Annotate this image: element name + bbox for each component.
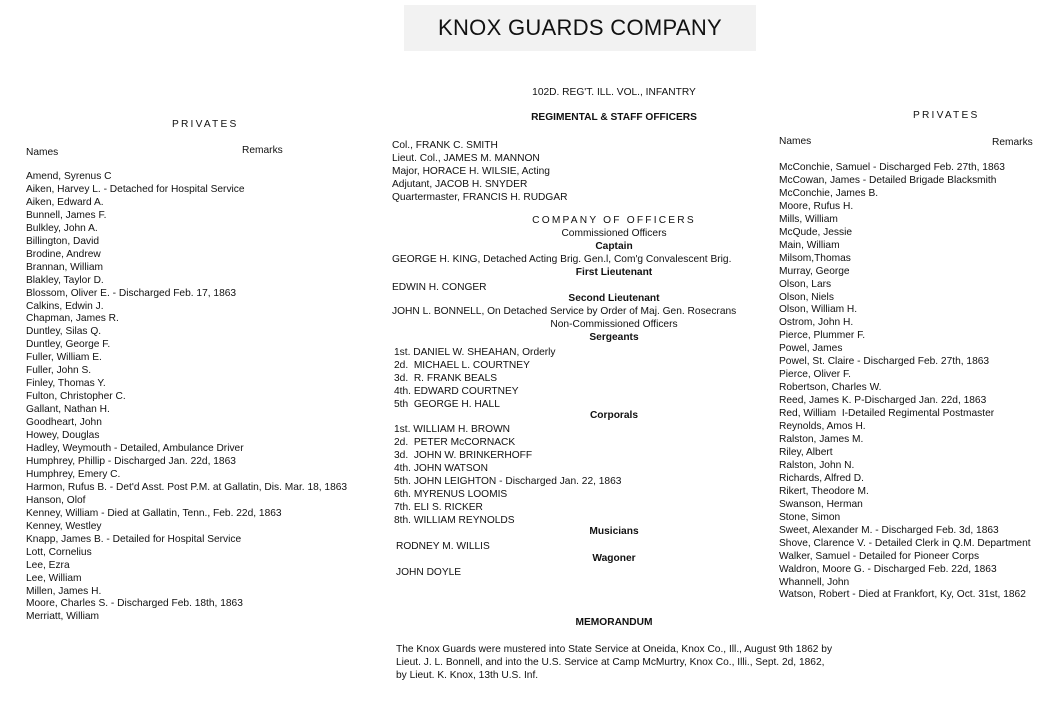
private-entry: McConchie, Samuel - Discharged Feb. 27th, 1863 (779, 162, 1005, 173)
private-entry: Chapman, James R. (26, 313, 119, 325)
private-entry: Powel, St. Claire - Discharged Feb. 27th, 1863 (779, 356, 990, 368)
private-entry: Powel, James (779, 343, 843, 355)
private-entry: McConchie, James B. (779, 187, 879, 199)
private-entry: Harmon, Rufus B. - Det'd Asst. Post P.M. at Gallatin, Dis. Mar. 18, 1863 (26, 481, 348, 493)
private-entry: Olson, Lars (779, 278, 832, 290)
right-privates-heading: PRIVATES (913, 110, 980, 121)
corporal-entry: 4th. JOHN WATSON (394, 462, 488, 474)
private-entry: Lott, Cornelius (26, 546, 92, 558)
private-entry: Brodine, Andrew (26, 248, 101, 260)
right-privates-list (779, 162, 1031, 602)
sergeant-entry: 4th. EDWARD COURTNEY (394, 385, 519, 397)
page-title: KNOX GUARDS COMPANY (404, 5, 756, 51)
private-entry: Brannan, William (26, 261, 103, 273)
sergeant-entry: 1st. DANIEL W. SHEAHAN, Orderly (394, 347, 556, 358)
private-entry: Reynolds, Amos H. (779, 421, 866, 433)
private-entry: Bunnell, James F. (26, 209, 107, 221)
commissioned-heading: Commissioned Officers (561, 228, 667, 239)
staff-entry: Lieut. Col., JAMES M. MANNON (392, 152, 540, 164)
private-entry: Stone, Simon (779, 511, 841, 523)
private-entry: Gallant, Nathan H. (26, 404, 110, 416)
private-entry: Knapp, James B. - Detailed for Hospital Service (26, 533, 242, 545)
left-names-header: Names (26, 147, 59, 158)
private-entry: Howey, Douglas (26, 430, 100, 442)
private-entry: Whannell, John (779, 576, 850, 588)
private-entry: Goodheart, John (26, 417, 102, 429)
corporal-entry: 2d. PETER McCORNACK (394, 436, 516, 448)
private-entry: Blossom, Oliver E. - Discharged Feb. 17, 1863 (26, 287, 237, 299)
staff-entry: Major, HORACE H. WILSIE, Acting (392, 165, 550, 177)
sergeant-entry: 5th GEORGE H. HALL (394, 398, 500, 410)
memorandum-heading: MEMORANDUM (575, 617, 653, 628)
private-entry: Merriatt, William (26, 611, 100, 623)
private-entry: Ostrom, John H. (779, 317, 854, 329)
left-remarks-header: Remarks (242, 145, 283, 156)
corporal-entry: 7th. ELI S. RICKER (394, 501, 483, 513)
captain-entry: GEORGE H. KING, Detached Acting Brig. Gen.l, Com'g Convalescent Brig. (392, 254, 732, 265)
private-entry: Aiken, Harvey L. - Detached for Hospital Service (26, 183, 245, 195)
private-entry: Rikert, Theodore M. (779, 485, 869, 497)
staff-list (392, 140, 567, 205)
private-entry: Kenney, William - Died at Gallatin, Tenn., Feb. 22d, 1863 (26, 507, 282, 519)
private-entry: Lee, Ezra (26, 559, 70, 571)
private-entry: Amend, Syrenus C (26, 171, 112, 182)
sergeants-list (394, 347, 556, 412)
private-entry: Waldron, Moore G. - Discharged Feb. 22d, 1863 (779, 563, 997, 575)
private-entry: Red, William I-Detailed Regimental Postmaster (779, 408, 995, 420)
private-entry: Humphrey, Emery C. (26, 468, 121, 480)
captain-heading: Captain (595, 241, 633, 252)
noncommissioned-heading: Non-Commissioned Officers (550, 319, 678, 330)
first-lieutenant-heading: First Lieutenant (575, 267, 653, 278)
private-entry: Kenney, Westley (26, 520, 102, 532)
private-entry: Humphrey, Phillip - Discharged Jan. 22d, 1863 (26, 455, 236, 467)
staff-heading: REGIMENTAL & STAFF OFFICERS (531, 112, 697, 123)
private-entry: Calkins, Edwin J. (26, 300, 104, 312)
private-entry: Moore, Rufus H. (779, 200, 854, 212)
private-entry: Ralston, James M. (779, 434, 864, 446)
first-lieutenant-entry: EDWIN H. CONGER (392, 282, 487, 293)
corporal-entry: 6th. MYRENUS LOOMIS (394, 488, 508, 500)
private-entry: Walker, Samuel - Detailed for Pioneer Corps (779, 550, 980, 562)
sergeants-heading: Sergeants (589, 332, 639, 343)
right-names-header: Names (779, 136, 812, 147)
private-entry: Hanson, Olof (26, 494, 86, 506)
staff-entry: Adjutant, JACOB H. SNYDER (392, 178, 528, 190)
private-entry: Duntley, George F. (26, 339, 111, 351)
private-entry: Mills, William (779, 213, 838, 225)
private-entry: Billington, David (26, 235, 100, 247)
private-entry: Pierce, Plummer F. (779, 330, 866, 342)
wagoner-heading: Wagoner (592, 553, 636, 564)
left-privates-heading: PRIVATES (172, 119, 239, 130)
private-entry: Watson, Robert - Died at Frankfort, Ky, Oct. 31st, 1862 (779, 589, 1026, 601)
private-entry: Fuller, William E. (26, 352, 102, 364)
private-entry: Finley, Thomas Y. (26, 378, 106, 390)
corporal-entry: 1st. WILLIAM H. BROWN (394, 424, 511, 435)
private-entry: Moore, Charles S. - Discharged Feb. 18th, 1863 (26, 598, 243, 610)
musicians-heading: Musicians (589, 526, 639, 537)
private-entry: Robertson, Charles W. (779, 382, 882, 394)
private-entry: Lee, William (26, 572, 82, 584)
staff-entry: Quartermaster, FRANCIS H. RUDGAR (392, 191, 568, 203)
private-entry: Shove, Clarence V. - Detailed Clerk in Q.M. Department (779, 537, 1031, 549)
private-entry: Duntley, Silas Q. (26, 326, 102, 338)
private-entry: McCowan, James - Detailed Brigade Blacksmith (779, 174, 997, 186)
corporal-entry: 8th. WILLIAM REYNOLDS (394, 514, 515, 526)
corporals-heading: Corporals (589, 410, 639, 421)
private-entry: McQude, Jessie (779, 226, 853, 238)
wagoner-entry: JOHN DOYLE (396, 567, 462, 578)
private-entry: Murray, George (779, 265, 850, 277)
private-entry: Swanson, Herman (779, 498, 863, 510)
private-entry: Olson, William H. (779, 304, 858, 316)
corporal-entry: 5th. JOHN LEIGHTON - Discharged Jan. 22, 1863 (394, 475, 622, 487)
sergeant-entry: 2d. MICHAEL L. COURTNEY (394, 359, 530, 371)
musician-entry: RODNEY M. WILLIS (396, 541, 490, 552)
private-entry: Blakley, Taylor D. (26, 274, 104, 286)
sergeant-entry: 3d. R. FRANK BEALS (394, 372, 498, 384)
company-heading: COMPANY OF OFFICERS (532, 215, 696, 226)
staff-entry: Col., FRANK C. SMITH (392, 140, 498, 151)
private-entry: Milsom,Thomas (779, 252, 851, 264)
private-entry: Pierce, Oliver F. (779, 369, 851, 381)
regiment-name: 102D. REG'T. ILL. VOL., INFANTRY (532, 87, 696, 98)
second-lieutenant-heading: Second Lieutenant (568, 293, 660, 304)
private-entry: Fulton, Christopher C. (26, 391, 126, 403)
private-entry: Bulkley, John A. (26, 222, 98, 234)
private-entry: Reed, James K. P-Discharged Jan. 22d, 1863 (779, 395, 987, 407)
private-entry: Ralston, John N. (779, 459, 855, 471)
left-privates-list (26, 171, 347, 624)
private-entry: Olson, Niels (779, 291, 834, 303)
second-lieutenant-entry: JOHN L. BONNELL, On Detached Service by Order of Maj. Gen. Rosecrans (392, 306, 737, 317)
right-remarks-header: Remarks (992, 137, 1033, 148)
private-entry: Fuller, John S. (26, 365, 92, 377)
private-entry: Riley, Albert (779, 446, 833, 458)
private-entry: Richards, Alfred D. (779, 472, 864, 484)
private-entry: Aiken, Edward A. (26, 196, 104, 208)
corporals-list (394, 424, 621, 528)
private-entry: Hadley, Weymouth - Detailed, Ambulance Driver (26, 443, 244, 455)
private-entry: Sweet, Alexander M. - Discharged Feb. 3d, 1863 (779, 524, 999, 536)
private-entry: Millen, James H. (26, 585, 102, 597)
private-entry: Main, William (779, 239, 840, 251)
memorandum-text: The Knox Guards were mustered into State Service at Oneida, Knox Co., Ill., August 9th 1862 by Lieut. J. L. Bonnell, and into the U.S. Service at Camp McMurtry, Knox Co., Illi., Sept. 2d, 1862, by Lieut. K. Knox, 13th U.S. Inf. (396, 644, 833, 681)
corporal-entry: 3d. JOHN W. BRINKERHOFF (394, 449, 533, 461)
